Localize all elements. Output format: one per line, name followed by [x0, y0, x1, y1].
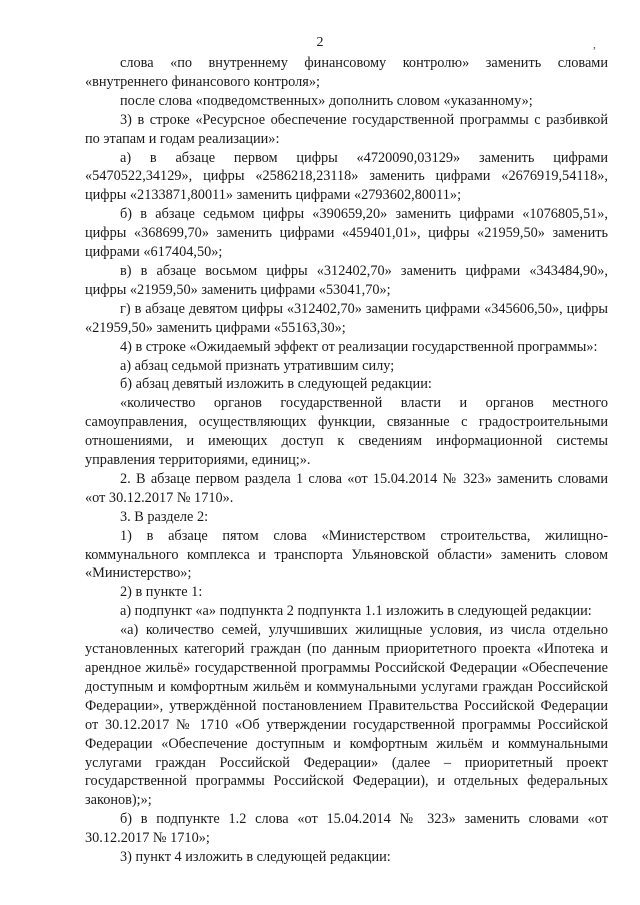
paragraph: а) абзац седьмой признать утратившим силу;: [120, 357, 395, 374]
paragraph: б) в подпункте 1.2 слова «от 15.04.2014 № 323» заменить словами «от 30.12.2017 № 1710»;: [85, 811, 608, 847]
paragraph: а) подпункт «а» подпункта 2 подпункта 1.1 изложить в следующей редакции:: [120, 603, 592, 620]
paragraph: 3. В разделе 2:: [120, 508, 209, 525]
paragraph: б) абзац девятый изложить в следующей редакции:: [120, 376, 432, 393]
paragraph: 2) в пункте 1:: [120, 584, 203, 601]
paragraph: 3) в строке «Ресурсное обеспечение государственной программы с разбивкой по этапам и годам реализации»:: [85, 111, 608, 147]
paragraph: 2. В абзаце первом раздела 1 слова «от 15.04.2014 № 323» заменить словами «от 30.12.2017 № 1710».: [85, 470, 608, 506]
paragraph: г) в абзаце девятом цифры «312402,70» заменить цифрами «345606,50», цифры «21959,50» заменить цифрами «55163,30»;: [85, 300, 608, 336]
paragraph: «а) количество семей, улучшивших жилищные условия, из числа отдельно установленных категорий граждан (по данным приоритетного проекта «Ипотека и арендное жильё» государственной программы Российской Федерации «Обеспечение доступным и комфортным жильём и коммунальными услугами граждан Российской Федерации», утверждённой постановлением Правительства Российской Федерации от 30.12.2017 № 1710 «Об утверждении государственной программы Российской Федерации «Обеспечение доступным и комфортным жильём и коммунальными услугами граждан Российской Федерации» (далее – приоритетный проект государственной программы Российской Федерации), и отдельных федеральных законов);»;: [85, 622, 608, 809]
document-body: [85, 54, 608, 867]
paragraph: после слова «подведомственных» дополнить словом «указанному»;: [120, 92, 533, 109]
page-number: 2: [316, 35, 324, 50]
paragraph: 1) в абзаце пятом слова «Министерством строительства, жилищно-коммунального комплекса и транспорта Ульяновской области» заменить словом «Министерство»;: [85, 527, 608, 582]
paragraph: в) в абзаце восьмом цифры «312402,70» заменить цифрами «343484,90», цифры «21959,50» заменить цифрами «53041,70»;: [85, 262, 608, 298]
paragraph: 4) в строке «Ожидаемый эффект от реализации государственной программы»:: [120, 338, 598, 355]
paragraph: «количество органов государственной власти и органов местного самоуправления, осуществляющих функции, связанные с градостроительными отношениями, и имеющих доступ к сведениям информационной системы управления территориями, единиц;».: [85, 395, 608, 469]
paragraph: а) в абзаце первом цифры «4720090,03129» заменить цифрами «5470522,34129», цифры «2586218,23118» заменить цифрами «2676919,54118», цифры «2133871,80011» заменить цифрами «2793602,80011»;: [85, 149, 608, 204]
paragraph: 3) пункт 4 изложить в следующей редакции:: [120, 849, 391, 866]
paragraph: б) в абзаце седьмом цифры «390659,20» заменить цифрами «1076805,51», цифры «368699,70» заменить цифрами «459401,01», цифры «21959,50» заменить цифрами «617404,50»;: [85, 206, 608, 261]
paragraph: слова «по внутреннему финансовому контролю» заменить словами «внутреннего финансового контроля»;: [85, 55, 608, 90]
corner-mark: ,: [593, 37, 596, 51]
